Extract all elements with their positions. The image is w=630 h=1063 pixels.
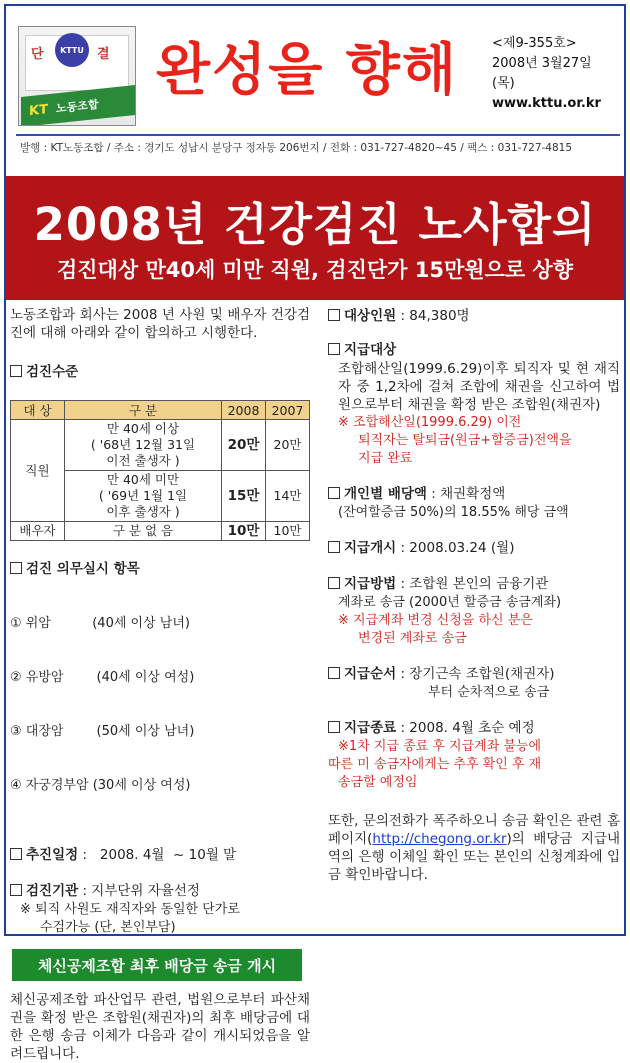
method-detail: 계좌로 송금 (2000년 할증금 송금계좌) [338, 595, 562, 610]
row3-2008: 10만 [222, 522, 266, 541]
section-items [10, 559, 310, 579]
section-box-icon [10, 848, 22, 860]
method-note: 변경된 계좌로 송금 [358, 631, 467, 646]
website-link[interactable]: www.kttu.or.kr [492, 96, 601, 111]
section-box-icon [10, 365, 22, 377]
row3-desc: 구 분 없 음 [65, 522, 222, 541]
group-staff: 직원 [11, 420, 65, 522]
headline-banner [6, 176, 624, 300]
section-box-icon [328, 343, 340, 355]
order-value: : 장기근속 조합원(채권자) [396, 666, 555, 682]
end-note: 송금할 예정임 [338, 775, 418, 790]
col-category: 구 분 [65, 401, 222, 420]
section-box-icon [328, 577, 340, 589]
section-box-icon [328, 721, 340, 733]
section-target [328, 306, 620, 326]
row2-line: ( '69년 1월 1일 [98, 488, 188, 503]
table-header-row [11, 401, 310, 420]
agency-value: : 지부단위 자율선정 [78, 883, 200, 899]
target-value: : 84,380명 [396, 308, 470, 324]
newsletter-header [6, 6, 624, 154]
order-detail: 부터 순차적으로 송금 [428, 685, 550, 700]
section-method [328, 574, 620, 594]
intro-paragraph: 노동조합과 회사는 2008 년 사원 및 배우자 건강검진에 대해 아래와 같이 합의하고 시행한다. [10, 307, 310, 341]
end-note: ※1차 지급 종료 후 지급계좌 불능에 [338, 739, 542, 754]
section-box-icon [10, 884, 22, 896]
list-item: ② 유방암 (40세 이상 여성) [10, 670, 195, 685]
section-end [328, 718, 620, 738]
dividend-value: : 채권확정액 [426, 486, 506, 502]
row2-line: 이후 출생자 ) [106, 504, 180, 519]
items-list [10, 579, 310, 831]
payout-note: ※ 조합해산일(1999.6.29) 이전 [338, 415, 522, 430]
union-logo [18, 26, 136, 126]
contact-paragraph [328, 812, 620, 884]
col-2008: 2008 [222, 401, 266, 420]
row2-desc [65, 471, 222, 522]
section-price [10, 362, 310, 382]
section-agency-label: 검진기관 [26, 883, 79, 899]
col-2007: 2007 [266, 401, 310, 420]
start-value: : 2008.03.24 (월) [396, 540, 515, 556]
section-dividend [328, 484, 620, 504]
row3-target: 배우자 [11, 522, 65, 541]
headline-title: 2008년 건강검진 노사합의 [33, 198, 597, 251]
row1-desc [65, 420, 222, 471]
contact-text: 또한, 문의전화가 폭주하오니 송금 확인은 관련 홈페이지( [328, 813, 620, 847]
logo-kt: KT [29, 101, 48, 119]
dividend-detail: (잔여할증금 50%)의 18.55% 해당 금액 [338, 505, 569, 520]
publisher-line: 발행 : KT노동조합 / 주소 : 경기도 성남시 분당구 정자동 206번지 / 전화 : 031-727-4820~45 / 팩스 : 031-727-4815 [20, 142, 573, 154]
mutual-aid-paragraph: 체신공제조합 파산업무 관련, 법원으로부터 파산채권을 확정 받은 조합원(채권자)의 최후 배당금에 대한 은행 송금 이체가 다음과 같이 개시되었음을 알려드립니다. [10, 992, 310, 1062]
headline-subtitle: 검진대상 만40세 미만 직원, 검진단가 15만원으로 상향 [56, 258, 573, 282]
payout-paragraph: 조합해산일(1999.6.29)이후 퇴직자 및 현 재직자 중 1,2차에 걸쳐 조합에 채권을 신고하여 법원으로부터 채권을 확정 받은 조합원(채권자) [338, 361, 620, 413]
section-payout [328, 340, 620, 360]
method-note: ※ 지급계좌 변경 신청을 하신 분은 [338, 613, 533, 628]
row1-line: 이전 출생자 ) [106, 453, 180, 468]
homepage-link[interactable]: http://chegong.or.kr [372, 831, 507, 847]
logo-union: 노동조합 [55, 97, 99, 116]
issue-number: <제9-355호> [492, 36, 577, 51]
section-box-icon [328, 667, 340, 679]
section-order-label: 지급순서 [344, 666, 397, 682]
payout-note: 지급 완료 [358, 451, 413, 466]
section-box-icon [328, 487, 340, 499]
row3-2007: 10만 [266, 522, 310, 541]
list-item: ③ 대장암 (50세 이상 남녀) [10, 724, 195, 739]
section-agency [10, 881, 310, 901]
header-divider [16, 134, 620, 136]
section-box-icon [328, 309, 340, 321]
table-row [11, 522, 310, 541]
row1-line: ( '68년 12월 31일 [90, 437, 196, 452]
row1-line: 만 40세 이상 [106, 421, 180, 436]
section-box-icon [10, 562, 22, 574]
schedule-value: : 2008. 4월 ~ 10월 말 [78, 847, 237, 863]
logo-band [21, 85, 135, 126]
row1-2008: 20만 [222, 420, 266, 471]
logo-hanja-left: 단 [31, 47, 44, 62]
kttu-badge-icon: KTTU [55, 33, 89, 67]
mutual-aid-heading: 체신공제조합 최후 배당금 송금 개시 [12, 949, 302, 981]
section-schedule-label: 추진일정 [26, 847, 79, 863]
section-target-label: 대상인원 [344, 308, 397, 324]
section-price-label: 검진수준 [26, 364, 79, 380]
row2-line: 만 40세 미만 [106, 472, 180, 487]
payout-note: 퇴직자는 탈퇴금(원금+할증금)전액을 [358, 433, 572, 448]
newsletter-title: 완성을 향해 [156, 38, 458, 103]
end-note: 따른 미 송금자에게는 추후 확인 후 재 [328, 757, 542, 772]
list-item: ④ 자궁경부암 (30세 이상 여성) [10, 778, 191, 793]
end-value: : 2008. 4월 초순 예정 [396, 720, 535, 736]
col-target: 대 상 [11, 401, 65, 420]
section-method-label: 지급방법 [344, 576, 397, 592]
left-column [10, 306, 310, 1063]
row2-2007: 14만 [266, 471, 310, 522]
table-row [11, 420, 310, 471]
checkup-price-table [10, 400, 310, 541]
right-column [328, 306, 620, 884]
list-item: ① 위암 (40세 이상 남녀) [10, 616, 190, 631]
agency-note: 수검가능 (단, 본인부담) [40, 920, 176, 935]
contact-text: )의 배당금 지급내역의 은행 이체일 확인 또는 본인의 신청계좌에 입금 확인바랍니다. [328, 831, 620, 883]
section-payout-label: 지급대상 [344, 342, 397, 358]
section-items-label: 검진 의무실시 항목 [26, 561, 140, 577]
section-dividend-label: 개인별 배당액 [344, 486, 427, 502]
logo-hanja-right: 결 [97, 47, 110, 62]
row1-2007: 20만 [266, 420, 310, 471]
agency-note: ※ 퇴직 사원도 재직자와 동일한 단가로 [20, 902, 240, 917]
section-schedule [10, 845, 310, 865]
section-start [328, 538, 620, 558]
method-value: : 조합원 본인의 금융기관 [396, 576, 549, 592]
issue-info [492, 34, 612, 114]
section-end-label: 지급종료 [344, 720, 397, 736]
section-order [328, 664, 620, 684]
issue-date: 2008년 3월27일(목) [492, 56, 592, 91]
section-box-icon [328, 541, 340, 553]
row2-2008: 15만 [222, 471, 266, 522]
section-start-label: 지급개시 [344, 540, 397, 556]
